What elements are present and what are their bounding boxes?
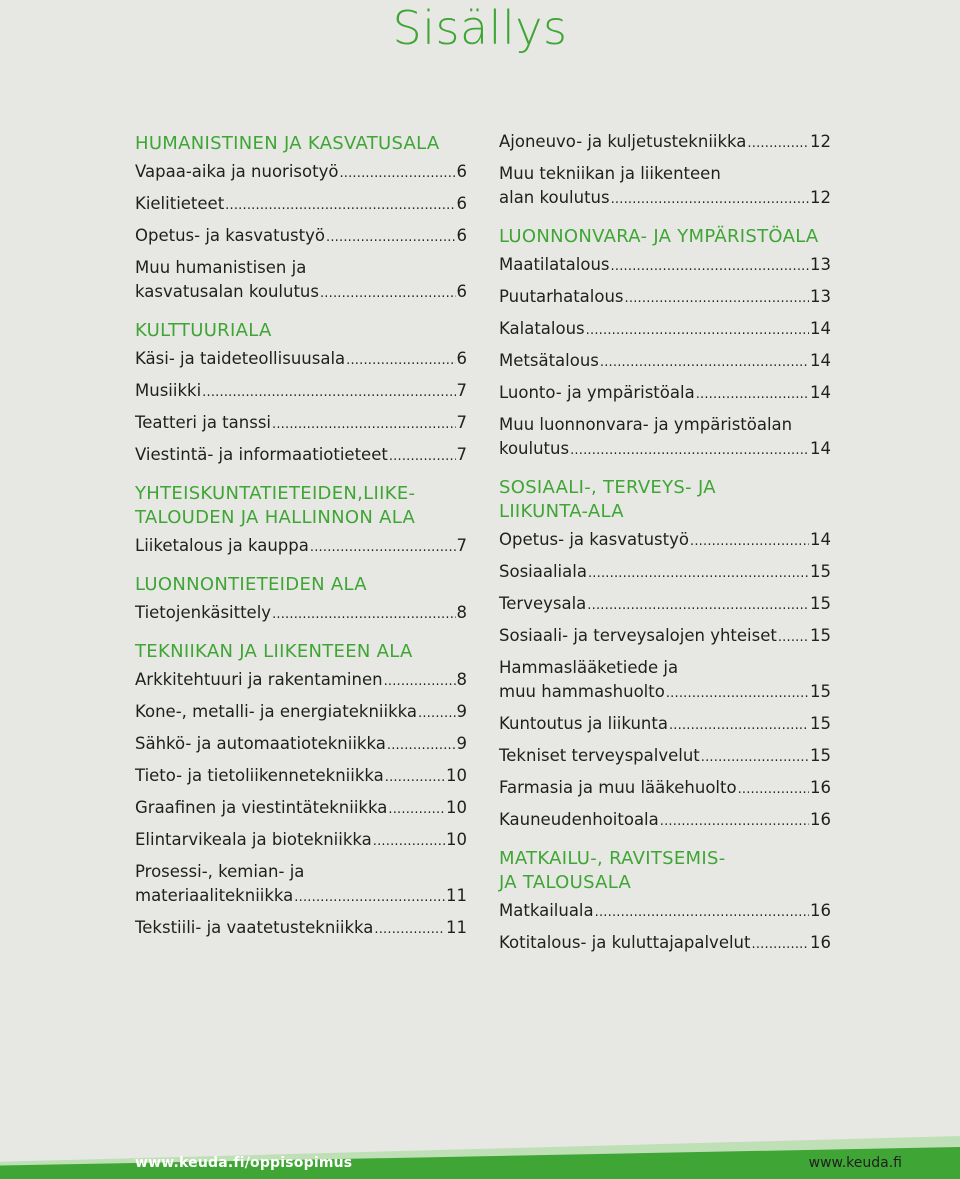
toc-page-number: 14 bbox=[810, 351, 831, 370]
toc-entry[interactable] bbox=[135, 411, 467, 437]
toc-section bbox=[499, 476, 831, 834]
toc-entry-label: Puutarhatalous bbox=[499, 287, 624, 306]
toc-entry[interactable] bbox=[499, 349, 831, 375]
toc-dot-leader bbox=[738, 776, 809, 802]
toc-dot-leader bbox=[611, 186, 809, 212]
toc-entry[interactable] bbox=[135, 256, 467, 306]
toc-entry[interactable] bbox=[499, 560, 831, 586]
toc-entry[interactable] bbox=[135, 796, 467, 822]
toc-page-number: 9 bbox=[456, 734, 467, 753]
toc-entry-label: Farmasia ja muu lääkehuolto bbox=[499, 778, 737, 797]
toc-entry[interactable] bbox=[135, 443, 467, 469]
toc-page-number: 11 bbox=[446, 918, 467, 937]
toc-entry-label: Käsi- ja taideteollisuusala bbox=[135, 349, 346, 368]
toc-entry-label: Matkailuala bbox=[499, 901, 594, 920]
section-heading bbox=[135, 319, 467, 343]
toc-entry-label: Luonto- ja ympäristöala bbox=[499, 383, 695, 402]
section-heading bbox=[135, 573, 467, 597]
section-heading-line: HUMANISTINEN JA KASVATUSALA bbox=[135, 133, 440, 154]
toc-page-number: 16 bbox=[810, 933, 831, 952]
toc-section bbox=[135, 640, 467, 942]
toc-entry[interactable] bbox=[135, 764, 467, 790]
toc-dot-leader bbox=[752, 931, 810, 957]
toc-entry-label: Tekstiili- ja vaatetustekniikka bbox=[135, 918, 374, 937]
section-heading-line: SOSIAALI-, TERVEYS- JA bbox=[499, 477, 716, 498]
toc-page-number: 6 bbox=[456, 226, 467, 245]
toc-entry[interactable] bbox=[135, 601, 467, 627]
toc-entry-label: Kuntoutus ja liikunta bbox=[499, 714, 668, 733]
toc-dot-leader bbox=[346, 347, 455, 373]
toc-dot-leader bbox=[272, 411, 456, 437]
toc-page-number: 14 bbox=[810, 383, 831, 402]
toc-entry[interactable] bbox=[499, 712, 831, 738]
footer-link-oppisopimus[interactable]: www.keuda.fi/oppisopimus bbox=[135, 1155, 353, 1171]
toc-entry-label: Viestintä- ja informaatiotieteet bbox=[135, 445, 388, 464]
toc-page-number: 7 bbox=[456, 381, 467, 400]
toc-dot-leader bbox=[272, 601, 455, 627]
toc-entry-label: Sosiaaliala bbox=[499, 562, 587, 581]
toc-entry-label: Opetus- ja kasvatustyö bbox=[135, 226, 325, 245]
toc-entry[interactable] bbox=[499, 253, 831, 279]
section-heading-line: TALOUDEN JA HALLINNON ALA bbox=[135, 507, 416, 528]
toc-right-column bbox=[499, 130, 831, 970]
toc-entry[interactable] bbox=[499, 317, 831, 343]
toc-entry-label: Opetus- ja kasvatustyö bbox=[499, 530, 689, 549]
toc-entry[interactable] bbox=[499, 413, 831, 463]
toc-entry-label: Muu tekniikan ja liikenteen bbox=[499, 164, 721, 183]
toc-entry-label: koulutus bbox=[499, 439, 570, 458]
toc-section bbox=[499, 225, 831, 463]
toc-entry[interactable] bbox=[135, 732, 467, 758]
toc-dot-leader bbox=[666, 680, 809, 706]
toc-entry-label: muu hammashuolto bbox=[499, 682, 665, 701]
toc-entry[interactable] bbox=[499, 776, 831, 802]
toc-entry-label: Kone-, metalli- ja energiatekniikka bbox=[135, 702, 417, 721]
toc-page-number: 16 bbox=[810, 778, 831, 797]
toc-dot-leader bbox=[294, 884, 445, 910]
toc-entry-label: Tieto- ja tietoliikennetekniikka bbox=[135, 766, 384, 785]
section-heading bbox=[499, 847, 831, 895]
toc-page-number: 6 bbox=[456, 282, 467, 301]
toc-entry[interactable] bbox=[499, 592, 831, 618]
toc-dot-leader bbox=[385, 764, 445, 790]
toc-page-number: 15 bbox=[810, 682, 831, 701]
toc-entry[interactable] bbox=[499, 808, 831, 834]
toc-entry-label: Sähkö- ja automaatiotekniikka bbox=[135, 734, 386, 753]
toc-page-number: 16 bbox=[810, 810, 831, 829]
section-heading bbox=[135, 482, 467, 530]
toc-dot-leader bbox=[778, 624, 809, 650]
toc-page-number: 12 bbox=[810, 188, 831, 207]
toc-dot-leader bbox=[587, 592, 809, 618]
toc-dot-leader bbox=[418, 700, 456, 726]
toc-section bbox=[135, 482, 467, 560]
page-title: Sisällys bbox=[392, 1, 568, 55]
toc-entry[interactable] bbox=[135, 828, 467, 854]
toc-entry[interactable] bbox=[135, 534, 467, 560]
toc-entry-label: Vapaa-aika ja nuorisotyö bbox=[135, 162, 339, 181]
toc-dot-leader bbox=[384, 668, 456, 694]
toc-entry-label: Musiikki bbox=[135, 381, 202, 400]
toc-entry-label: Arkkitehtuuri ja rakentaminen bbox=[135, 670, 383, 689]
toc-entry[interactable] bbox=[499, 899, 831, 925]
toc-page-number: 15 bbox=[810, 746, 831, 765]
toc-entry-label: Muu luonnonvara- ja ympäristöalan bbox=[499, 415, 793, 434]
toc-entry[interactable] bbox=[499, 130, 831, 156]
toc-entry-label: Kauneudenhoitoala bbox=[499, 810, 659, 829]
toc-entry[interactable] bbox=[135, 668, 467, 694]
toc-page-number: 14 bbox=[810, 439, 831, 458]
toc-dot-leader bbox=[320, 280, 456, 306]
toc-page-number: 7 bbox=[456, 413, 467, 432]
toc-entry-label: Metsätalous bbox=[499, 351, 599, 370]
toc-page-number: 10 bbox=[446, 766, 467, 785]
toc-entry-label: Maatilatalous bbox=[499, 255, 610, 274]
toc-entry-label: Tekniset terveyspalvelut bbox=[499, 746, 700, 765]
toc-page-number: 10 bbox=[446, 830, 467, 849]
toc-entry-label: Sosiaali- ja terveysalojen yhteiset bbox=[499, 626, 777, 645]
toc-entry-label: Prosessi-, kemian- ja bbox=[135, 862, 305, 881]
toc-entry[interactable] bbox=[499, 624, 831, 650]
section-heading-line: KULTTUURIALA bbox=[135, 320, 272, 341]
toc-dot-leader bbox=[339, 160, 455, 186]
toc-page-number: 13 bbox=[810, 287, 831, 306]
toc-dot-leader bbox=[326, 224, 456, 250]
toc-page-number: 6 bbox=[456, 162, 467, 181]
toc-page-number: 11 bbox=[446, 886, 467, 905]
toc-entry-label: Kotitalous- ja kuluttajapalvelut bbox=[499, 933, 751, 952]
toc-page-number: 15 bbox=[810, 562, 831, 581]
toc-page-number: 15 bbox=[810, 714, 831, 733]
toc-entry-label: Muu humanistisen ja bbox=[135, 258, 307, 277]
toc-dot-leader bbox=[747, 130, 809, 156]
toc-page-number: 14 bbox=[810, 319, 831, 338]
section-heading-line: LIIKUNTA-ALA bbox=[499, 501, 624, 522]
toc-page-number: 14 bbox=[810, 530, 831, 549]
toc-page-number: 15 bbox=[810, 626, 831, 645]
toc-entry[interactable] bbox=[499, 528, 831, 554]
toc-dot-leader bbox=[660, 808, 809, 834]
toc-entry-label: Hammaslääketiede ja bbox=[499, 658, 679, 677]
toc-dot-leader bbox=[588, 560, 809, 586]
toc-entry-label: Kielitieteet bbox=[135, 194, 225, 213]
toc-entry[interactable] bbox=[135, 192, 467, 218]
toc-entry[interactable] bbox=[135, 860, 467, 910]
toc-entry-label: Liiketalous ja kauppa bbox=[135, 536, 309, 555]
toc-entry-label: Tietojenkäsittely bbox=[135, 603, 272, 622]
toc-entry[interactable] bbox=[499, 931, 831, 957]
toc-dot-leader bbox=[570, 437, 809, 463]
toc-entry-label: Ajoneuvo- ja kuljetustekniikka bbox=[499, 132, 747, 151]
toc-entry[interactable] bbox=[135, 916, 467, 942]
toc-left-column bbox=[135, 130, 467, 955]
toc-page-number: 6 bbox=[456, 349, 467, 368]
section-heading-line: LUONNONVARA- JA YMPÄRISTÖALA bbox=[499, 226, 819, 247]
toc-page-number: 8 bbox=[456, 603, 467, 622]
toc-dot-leader bbox=[387, 732, 456, 758]
section-heading bbox=[135, 132, 467, 156]
section-heading-line: MATKAILU-, RAVITSEMIS- bbox=[499, 848, 726, 869]
toc-entry-label: materiaalitekniikka bbox=[135, 886, 294, 905]
toc-dot-leader bbox=[701, 744, 809, 770]
toc-dot-leader bbox=[611, 253, 809, 279]
toc-entry[interactable] bbox=[499, 744, 831, 770]
section-heading bbox=[499, 225, 831, 249]
toc-entry[interactable] bbox=[135, 379, 467, 405]
toc-entry-label: kasvatusalan koulutus bbox=[135, 282, 319, 301]
section-heading-line: YHTEISKUNTATIETEIDEN,LIIKE- bbox=[135, 483, 416, 504]
toc-page-number: 10 bbox=[446, 798, 467, 817]
toc-dot-leader bbox=[202, 379, 455, 405]
toc-entry-label: Graafinen ja viestintätekniikka bbox=[135, 798, 388, 817]
section-heading-line: TEKNIIKAN JA LIIKENTEEN ALA bbox=[135, 641, 413, 662]
toc-section bbox=[135, 573, 467, 627]
toc-entry[interactable] bbox=[135, 347, 467, 373]
toc-dot-leader bbox=[595, 899, 809, 925]
toc-page-number: 7 bbox=[456, 536, 467, 555]
toc-section bbox=[499, 130, 831, 212]
toc-dot-leader bbox=[696, 381, 809, 407]
toc-section bbox=[499, 847, 831, 957]
toc-entry[interactable] bbox=[499, 285, 831, 311]
toc-entry-label: Teatteri ja tanssi bbox=[135, 413, 271, 432]
toc-entry[interactable] bbox=[135, 700, 467, 726]
toc-entry-label: Terveysala bbox=[499, 594, 587, 613]
toc-page-number: 7 bbox=[456, 445, 467, 464]
toc-entry[interactable] bbox=[499, 381, 831, 407]
toc-dot-leader bbox=[600, 349, 809, 375]
toc-entry[interactable] bbox=[135, 160, 467, 186]
toc-entry[interactable] bbox=[135, 224, 467, 250]
toc-page-number: 15 bbox=[810, 594, 831, 613]
toc-dot-leader bbox=[388, 796, 445, 822]
section-heading bbox=[499, 476, 831, 524]
toc-entry-label: alan koulutus bbox=[499, 188, 610, 207]
toc-page-number: 13 bbox=[810, 255, 831, 274]
toc-dot-leader bbox=[374, 916, 445, 942]
section-heading-line: JA TALOUSALA bbox=[499, 872, 632, 893]
section-heading-line: LUONNONTIETEIDEN ALA bbox=[135, 574, 367, 595]
footer-link-keuda[interactable]: www.keuda.fi bbox=[808, 1155, 902, 1171]
toc-page-number: 12 bbox=[810, 132, 831, 151]
toc-page-number: 9 bbox=[456, 702, 467, 721]
toc-dot-leader bbox=[225, 192, 455, 218]
toc-dot-leader bbox=[389, 443, 456, 469]
toc-dot-leader bbox=[310, 534, 456, 560]
toc-page-number: 6 bbox=[456, 194, 467, 213]
toc-section bbox=[135, 132, 467, 306]
toc-section bbox=[135, 319, 467, 469]
toc-entry-label: Elintarvikeala ja biotekniikka bbox=[135, 830, 372, 849]
toc-dot-leader bbox=[669, 712, 809, 738]
toc-entry-label: Kalatalous bbox=[499, 319, 585, 338]
toc-entry[interactable] bbox=[499, 656, 831, 706]
toc-page-number: 16 bbox=[810, 901, 831, 920]
toc-dot-leader bbox=[586, 317, 809, 343]
toc-entry[interactable] bbox=[499, 162, 831, 212]
toc-page-number: 8 bbox=[456, 670, 467, 689]
toc-dot-leader bbox=[625, 285, 809, 311]
toc-dot-leader bbox=[690, 528, 809, 554]
section-heading bbox=[135, 640, 467, 664]
toc-dot-leader bbox=[373, 828, 445, 854]
